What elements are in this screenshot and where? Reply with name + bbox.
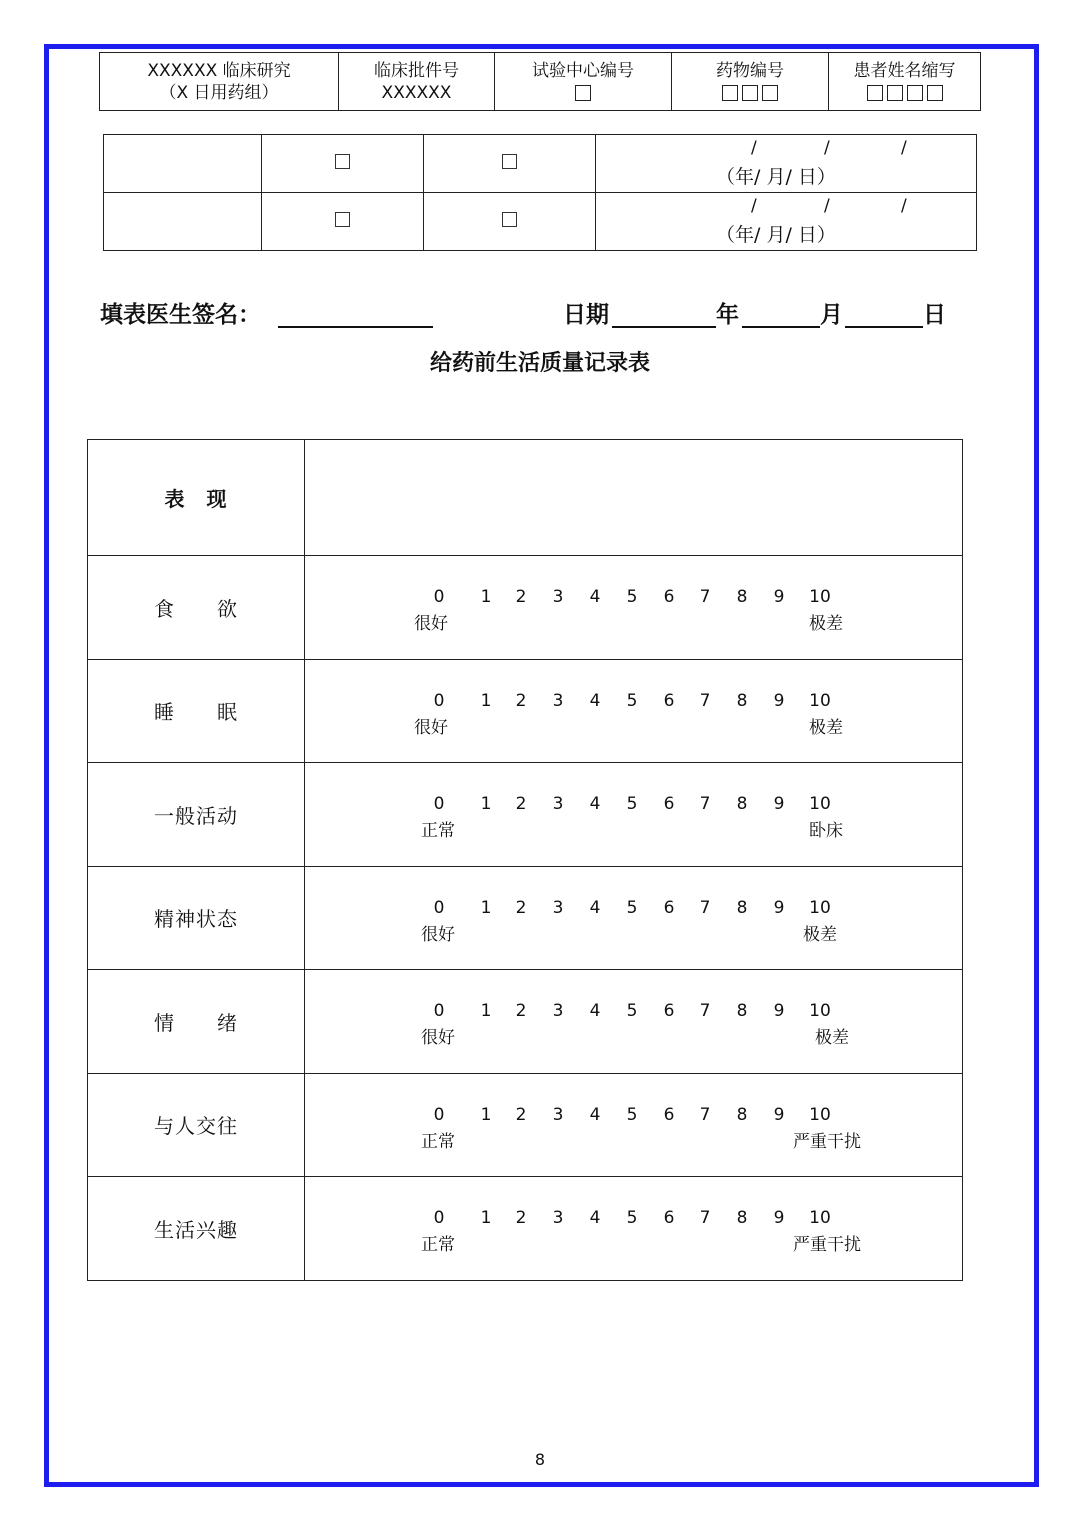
scale-number[interactable]: 4 [589, 1104, 601, 1125]
scale-number[interactable]: 9 [773, 1001, 785, 1022]
table-row [88, 659, 963, 763]
scale-number[interactable]: 3 [552, 1104, 564, 1125]
scale-high-label: 严重干扰 [793, 1235, 861, 1256]
scale-number[interactable]: 3 [552, 690, 564, 711]
scale-number[interactable]: 3 [552, 587, 564, 608]
scale-low-label: 很好 [421, 1028, 455, 1049]
scale-number[interactable]: 8 [736, 1001, 748, 1022]
scale-number[interactable]: 2 [515, 1104, 527, 1125]
scale-number[interactable]: 4 [589, 587, 601, 608]
drug-code-box[interactable] [722, 85, 738, 101]
row-label: 睡 眠 [88, 659, 305, 763]
patient-initial-box[interactable] [887, 85, 903, 101]
scale-high-label: 极差 [809, 614, 843, 635]
scale-number[interactable]: 2 [515, 587, 527, 608]
center-label: 试验中心编号 [532, 60, 634, 81]
scale-number[interactable]: 6 [663, 690, 675, 711]
drug-cell [672, 53, 829, 111]
scale-low-label: 正常 [421, 1235, 455, 1256]
scale-number[interactable]: 9 [773, 690, 785, 711]
scale-high-label: 卧床 [809, 821, 843, 842]
checkbox[interactable] [502, 154, 517, 169]
table-row [88, 556, 963, 660]
scale-number[interactable]: 7 [699, 690, 711, 711]
scale-low-label: 正常 [421, 1131, 455, 1152]
approval-cell [339, 53, 495, 111]
drug-code-box[interactable] [742, 85, 758, 101]
entry-cell[interactable] [104, 135, 262, 193]
scale-number[interactable]: 10 [809, 1001, 831, 1022]
header-label: 表 现 [88, 440, 305, 556]
scale-high-label: 严重干扰 [793, 1131, 861, 1152]
page-title: 给药前生活质量记录表 [429, 351, 650, 376]
row-label: 精神状态 [88, 866, 305, 970]
scale-number[interactable]: 5 [626, 690, 638, 711]
scale-low-label: 很好 [421, 924, 455, 945]
patient-cell [829, 53, 981, 111]
scale-high-label: 极差 [803, 924, 837, 945]
row-label: 食 欲 [88, 556, 305, 660]
scale-number[interactable]: 8 [736, 587, 748, 608]
scale-number[interactable]: 4 [589, 897, 601, 918]
rating-scale[interactable] [305, 1073, 963, 1177]
scale-number[interactable]: 4 [589, 690, 601, 711]
patient-initial-box[interactable] [867, 85, 883, 101]
row-label: 一般活动 [88, 763, 305, 867]
center-code-box[interactable] [575, 85, 591, 101]
scale-low-label: 很好 [414, 614, 448, 635]
patient-initial-box[interactable] [927, 85, 943, 101]
scale-number[interactable]: 3 [552, 1208, 564, 1229]
date-slashes: / / / [751, 196, 907, 216]
scale-number[interactable]: 0 [433, 897, 445, 918]
month-label: 月 [820, 302, 843, 328]
scale-number[interactable]: 7 [699, 794, 711, 815]
scale-number[interactable]: 7 [699, 587, 711, 608]
scale-number[interactable]: 4 [589, 1208, 601, 1229]
checkbox[interactable] [335, 154, 350, 169]
check-cell [262, 193, 424, 251]
scale-number[interactable]: 10 [809, 690, 831, 711]
scale-number[interactable]: 2 [515, 897, 527, 918]
scale-number[interactable]: 3 [552, 897, 564, 918]
rating-scale[interactable] [305, 556, 963, 660]
scale-number[interactable]: 8 [736, 690, 748, 711]
quality-of-life-table [87, 439, 963, 1281]
center-cell [495, 53, 672, 111]
scale-number[interactable]: 1 [480, 897, 492, 918]
date-cell[interactable] [596, 135, 977, 193]
day-field[interactable] [845, 326, 923, 328]
day-label: 日 [923, 302, 946, 328]
scale-number[interactable]: 9 [773, 897, 785, 918]
scale-number[interactable]: 4 [589, 1001, 601, 1022]
scale-number[interactable]: 0 [433, 1001, 445, 1022]
table-body [88, 556, 963, 1281]
scale-number[interactable]: 1 [480, 1104, 492, 1125]
scale-number[interactable]: 6 [663, 1001, 675, 1022]
page-number: 8 [534, 1450, 546, 1469]
scale-number[interactable]: 9 [773, 1208, 785, 1229]
scale-number[interactable]: 6 [663, 897, 675, 918]
scale-number[interactable]: 3 [552, 794, 564, 815]
rating-scale[interactable] [305, 659, 963, 763]
scale-number[interactable]: 3 [552, 1001, 564, 1022]
table-row [88, 763, 963, 867]
entry-cell[interactable] [104, 193, 262, 251]
scale-number[interactable]: 9 [773, 1104, 785, 1125]
scale-number[interactable]: 2 [515, 794, 527, 815]
patient-label: 患者姓名缩写 [853, 60, 956, 81]
rating-scale[interactable] [305, 970, 963, 1074]
scale-number[interactable]: 5 [626, 794, 638, 815]
patient-initial-box[interactable] [907, 85, 923, 101]
drug-code-box[interactable] [762, 85, 778, 101]
scale-number[interactable]: 6 [663, 1208, 675, 1229]
scale-number[interactable]: 10 [809, 794, 831, 815]
date-format: （年/ 月/ 日） [716, 224, 836, 246]
scale-number[interactable]: 7 [699, 1001, 711, 1022]
scale-number[interactable]: 6 [663, 587, 675, 608]
scale-number[interactable]: 1 [480, 587, 492, 608]
scale-number[interactable]: 1 [480, 794, 492, 815]
scale-number[interactable]: 0 [433, 690, 445, 711]
scale-number[interactable]: 0 [433, 587, 445, 608]
study-group: （X 日用药组） [159, 82, 279, 103]
scale-number[interactable]: 4 [589, 794, 601, 815]
scale-number[interactable]: 10 [809, 1104, 831, 1125]
study-header-table [99, 52, 981, 111]
scale-number[interactable]: 8 [736, 897, 748, 918]
scale-number[interactable]: 7 [699, 1208, 711, 1229]
table-row [88, 1073, 963, 1177]
scale-number[interactable]: 1 [480, 1001, 492, 1022]
scale-number[interactable]: 7 [699, 1104, 711, 1125]
date-format: （年/ 月/ 日） [716, 166, 836, 188]
scale-high-label: 极差 [809, 717, 843, 738]
scale-number[interactable]: 6 [663, 1104, 675, 1125]
year-field[interactable] [612, 326, 716, 328]
checkbox[interactable] [502, 212, 517, 227]
scale-number[interactable]: 0 [433, 1104, 445, 1125]
table-row [88, 970, 963, 1074]
scale-number[interactable]: 2 [515, 1208, 527, 1229]
scale-number[interactable]: 0 [433, 794, 445, 815]
scale-number[interactable]: 2 [515, 1001, 527, 1022]
scale-number[interactable]: 8 [736, 794, 748, 815]
scale-number[interactable]: 5 [626, 897, 638, 918]
scale-number[interactable]: 6 [663, 794, 675, 815]
scale-number[interactable]: 10 [809, 897, 831, 918]
rating-scale[interactable] [305, 1177, 963, 1281]
scale-number[interactable]: 2 [515, 690, 527, 711]
table-row [88, 866, 963, 970]
check-cell [424, 193, 596, 251]
scale-number[interactable]: 5 [626, 587, 638, 608]
study-name: XXXXXX 临床研究 [147, 60, 291, 81]
study-name-cell [100, 53, 339, 111]
scale-number[interactable]: 7 [699, 897, 711, 918]
drug-label: 药物编号 [716, 60, 784, 81]
scale-number[interactable]: 1 [480, 1208, 492, 1229]
row-label: 与人交往 [88, 1073, 305, 1177]
date-cell[interactable] [596, 193, 977, 251]
scale-low-label: 正常 [421, 821, 455, 842]
month-field[interactable] [742, 326, 820, 328]
check-cell [424, 135, 596, 193]
approval-label: 临床批件号 [374, 60, 459, 81]
scale-number[interactable]: 8 [736, 1208, 748, 1229]
scale-low-label: 很好 [414, 717, 448, 738]
table-row [88, 1177, 963, 1281]
header-blank [305, 440, 963, 556]
scale-number[interactable]: 10 [809, 1208, 831, 1229]
approval-number: XXXXXX [381, 82, 452, 103]
scale-number[interactable]: 10 [809, 587, 831, 608]
row-label: 情 绪 [88, 970, 305, 1074]
date-slashes: / / / [751, 138, 907, 158]
scale-number[interactable]: 8 [736, 1104, 748, 1125]
checkbox[interactable] [335, 212, 350, 227]
scale-number[interactable]: 9 [773, 587, 785, 608]
date-label: 日期 [563, 302, 609, 328]
scale-number[interactable]: 0 [433, 1208, 445, 1229]
scale-number[interactable]: 5 [626, 1208, 638, 1229]
year-label: 年 [716, 302, 739, 328]
rating-scale[interactable] [305, 866, 963, 970]
doctor-signature-label: 填表医生签名： [100, 302, 261, 328]
entry-table [103, 134, 977, 251]
scale-number[interactable]: 5 [626, 1001, 638, 1022]
doctor-signature-field[interactable] [278, 326, 433, 328]
rating-scale[interactable] [305, 763, 963, 867]
check-cell [262, 135, 424, 193]
scale-number[interactable]: 5 [626, 1104, 638, 1125]
scale-high-label: 极差 [815, 1028, 849, 1049]
scale-number[interactable]: 1 [480, 690, 492, 711]
row-label: 生活兴趣 [88, 1177, 305, 1281]
scale-number[interactable]: 9 [773, 794, 785, 815]
signature-line [100, 296, 950, 330]
